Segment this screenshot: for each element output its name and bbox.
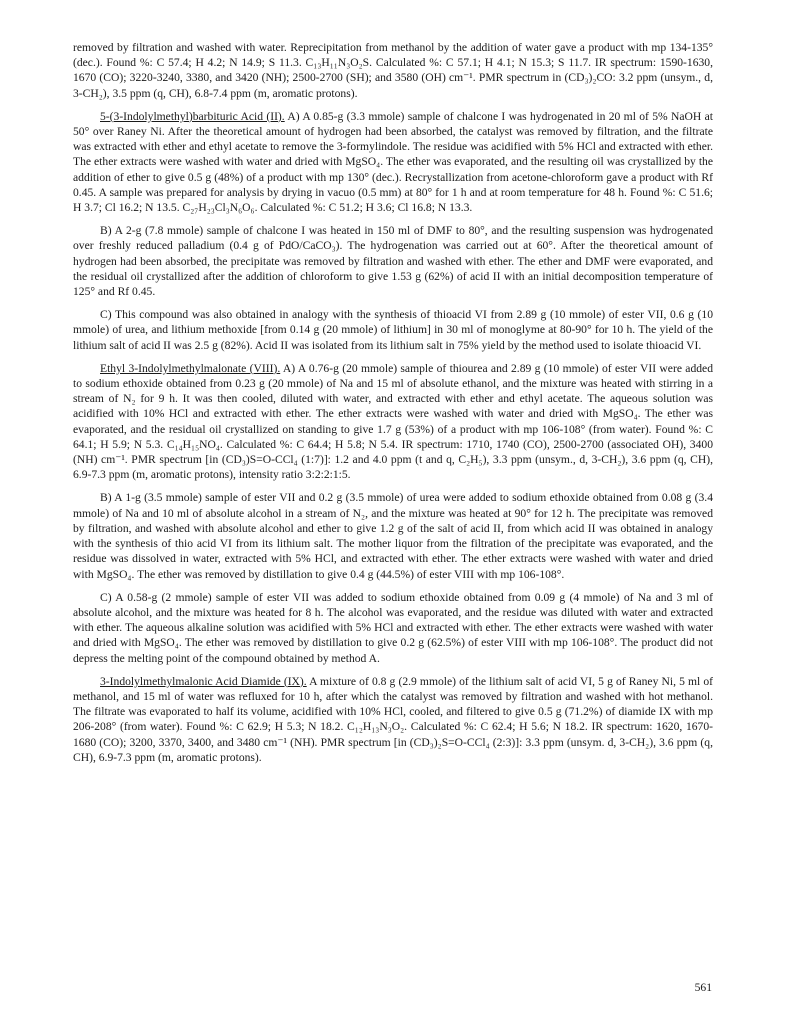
paragraph-text: A) A 0.85-g (3.3 mmole) sample of chalcone I was hydrogenated in 20 ml of 5% NaOH at 50° over Raney Ni. After the theoretical amount of hydrogen had been absorbed, the catalyst was removed by filtration, and the filtrate was extracted with ether and ethyl acetate to remove the 3-formylindole. The residue was acidified with 5% HCl and extracted with ether. The ether extracts were washed with water and dried with MgSO₄. The ether was evaporated, and the resulting oil was crystallized by the addition of ether to give 0.5 g (48%) of a product with mp 130° (dec.). Recrystallization from acetone-chloroform gave a product with Rf 0.45. A sample was prepared for analysis by drying in vacuo (0.5 mm) at 80° for 1 h and at room temperature for 48 h. Found %: C 51.6; H 3.7; Cl 16.2; N 13.5. C₂₇H₂₃Cl₃N₆O₆. Calculated %: C 51.2; H 3.6; Cl 16.8; N 13.3. xyxy=(73,109,713,215)
paragraph-text: A) A 0.76-g (20 mmole) sample of thiourea and 2.89 g (10 mmole) of ester VII were added to sodium ethoxide obtained from 0.23 g (20 mmole) of Na and 15 ml of absolute ethanol, and the mixture was heated with stirring in a stream of N₂ for 9 h. It was then cooled, diluted with water, and extracted with ether and ethyl acetate. The aqueous solution was acidified with 10% HCl and extracted with ether. The ether extracts were washed with water and dried with MgSO₄. The ether was evaporated, and the residual oil crystallized on standing to give 1.7 g (53%) of a product with mp 106-108° (from water). Found %: C 64.1; H 5.9; N 5.3. C₁₄H₁₅NO₄. Calculated %: C 64.4; H 5.8; N 5.4. IR spectrum: 1710, 1740 (CO), 2500-2700 (associated OH), 3400 (NH) cm⁻¹. PMR spectrum [in (CD₃)S=O-CCl₄ (1:7)]: 1.2 and 4.0 ppm (t and q, C₂H₅), 3.3 ppm (unsym., d, 3-CH₂), 3.6 ppm (q, CH), 6.9-7.3 ppm (m, aromatic protons), intensity ratio 3:2:2:1:5. xyxy=(73,361,713,482)
paragraph-malonate-method-b xyxy=(73,490,713,581)
paragraph-text: C) This compound was also obtained in analogy with the synthesis of thioacid VI from 2.89 g (10 mmole) of ester VII, 0.6 g (10 mmole) of urea, and lithium methoxide [from 0.14 g (20 mmole) of lithium] in 30 ml of monoglyme at 80-90° for 10 h. The yield of the lithium salt of acid II was 2.5 g (82%). Acid II was isolated from its lithium salt in 75% yield by the method used to isolate thioacid VI. xyxy=(73,308,713,352)
paragraph-text: removed by filtration and washed with water. Reprecipitation from methanol by the addition of water gave a product with mp 134-135° (dec.). Found %: C 57.4; H 4.2; N 14.9; S 11.3. C₁₃H₁₁N₃O₂S. Calculated %: C 57.1; H 4.1; N 15.3; S 11.7. IR spectrum: 1590-1630, 1670 (CO); 3220-3240, 3380, and 3420 (NH); 2500-2700 (SH); and 3580 (OH) cm⁻¹. PMR spectrum in (CD₃)₂CO: 3.2 ppm (unsym., d, 3-CH₂), 3.5 ppm (q, CH), 6.8-7.4 ppm (m, aromatic protons). xyxy=(73,41,713,100)
paragraph-malonate-method-a xyxy=(73,361,713,483)
paragraph-text: C) A 0.58-g (2 mmole) sample of ester VII was added to sodium ethoxide obtained from 0.09 g (4 mmole) of Na and 3 ml of absolute alcohol, and the mixture was heated for 8 h. The alcohol was evaporated, and the residue was diluted with water and extracted with ether. The aqueous alkaline solution was acidified with 5% HCl and extracted with ether. The ether extracts were washed with water and dried with MgSO₄. The ether was removed by distillation to give 0.2 g (62.5%) of ester VIII with mp 106-108°. The product did not depress the melting point of the compound obtained by method A. xyxy=(73,590,713,665)
paragraph-text: B) A 2-g (7.8 mmole) sample of chalcone I was heated in 150 ml of DMF to 80°, and the resulting suspension was hydrogenated over freshly reduced palladium (0.4 g of PdO/CaCO₃). The hydrogenation was carried out at 60°. After the theoretical amount of hydrogen had been absorbed, the precipitate was removed by filtration and washed with ether. The ether and DMF were evaporated, and the residual oil crystallized after the addition of chloroform to give 1.53 g (62%) of acid II with an initial decomposition temperature of 125° and Rf 0.45. xyxy=(73,224,713,299)
paragraph-malonate-method-c xyxy=(73,590,713,666)
paragraph-text: B) A 1-g (3.5 mmole) sample of ester VII and 0.2 g (3.5 mmole) of urea were added to sodium ethoxide obtained from 0.08 g (3.4 mmole) of Na and 10 ml of absolute alcohol in a stream of N₂, and the mixture was heated at 90° for 12 h. The precipitate was removed by filtration, and washed with absolute alcohol and ether to give 1.2 g of the salt of acid II, from which acid II was obtained in analogy with the synthesis of thio acid VI from its lithium salt. The mother liquor from the filtration of the precipitate was evaporated, and the residue was dissolved in water, extracted with 5% HCl, and extracted with ether. The ether extracts were washed with water and dried with MgSO₄. The ether was removed by distillation to give 0.4 g (44.5%) of ester VIII with mp 106-108°. xyxy=(73,491,713,581)
section-heading: 3-Indolylmethylmalonic Acid Diamide (IX). xyxy=(100,674,307,688)
section-heading: Ethyl 3-Indolylmethylmalonate (VIII). xyxy=(100,361,281,375)
section-heading: 5-(3-Indolylmethyl)barbituric Acid (II). xyxy=(100,109,285,123)
paragraph-continuation xyxy=(73,40,713,101)
page-number: 561 xyxy=(694,981,712,994)
paragraph-barbituric-acid-method-b xyxy=(73,223,713,299)
paragraph-diamide xyxy=(73,674,713,765)
paragraph-barbituric-acid-method-c xyxy=(73,307,713,353)
paragraph-barbituric-acid-method-a xyxy=(73,109,713,215)
paragraph-text: A mixture of 0.8 g (2.9 mmole) of the lithium salt of acid VI, 5 g of Raney Ni, 5 ml of methanol, and 15 ml of water was refluxed for 10 h, after which the catalyst was removed by filtration and washed with hot methanol. The filtrate was evaporated to half its volume, acidified with 10% HCl, cooled, and filtered to give 0.5 g (71.2%) of diamide IX with mp 206-208° (from water). Found %: C 62.9; H 5.3; N 18.2. C₁₂H₁₃N₃O₂. Calculated %: C 62.4; H 5.6; N 18.2. IR spectrum: 1620, 1670-1680 (CO); 3200, 3370, 3400, and 3480 cm⁻¹ (NH). PMR spectrum [in (CD₃)₂S=O-CCl₄ (2:3)]: 3.3 ppm (unsym. d, 3-CH₂), 3.6 ppm (q, CH), 6.9-7.3 ppm (m, aromatic protons). xyxy=(73,674,713,764)
